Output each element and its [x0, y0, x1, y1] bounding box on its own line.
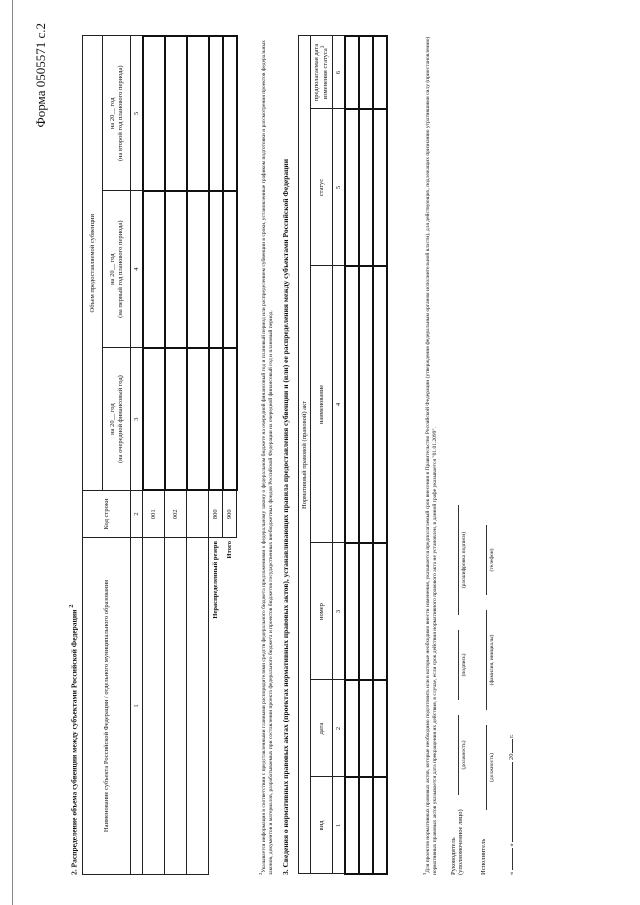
- row-code: [187, 491, 209, 538]
- row-code: 800: [209, 491, 223, 538]
- table-cell[interactable]: [165, 191, 187, 348]
- executor-label: Исполнитель: [480, 838, 487, 875]
- table-cell[interactable]: [359, 266, 373, 543]
- head-signature-line[interactable]: [458, 630, 459, 700]
- col-num: 2: [333, 680, 345, 777]
- table-cell[interactable]: [187, 538, 209, 875]
- cap-position: (должность): [461, 740, 467, 770]
- row-code: 900: [223, 491, 237, 538]
- footnote3-sup: 3: [422, 872, 427, 875]
- col-act-name: наименование: [311, 266, 333, 543]
- table-cell[interactable]: [209, 348, 223, 491]
- table-cell[interactable]: [373, 109, 387, 266]
- col-subvention-volume: Объем предоставляемой субвенции: [83, 36, 103, 491]
- col-period-sup: 3: [320, 45, 327, 49]
- col-num: 3: [333, 543, 345, 680]
- date-month-field[interactable]: [512, 762, 513, 842]
- executor-phone-line[interactable]: [486, 525, 487, 595]
- date-close-quote: »: [508, 843, 515, 847]
- head-signature-block: [450, 809, 465, 875]
- section3-title: 3. Сведения о нормативных правовых актах (проектах нормативных правовых актов), устанавливающих правила предоставления субвенции и (или) ее распределения между субъектами Российской Федерации: [281, 158, 290, 875]
- table-cell[interactable]: [345, 36, 359, 109]
- table-cell[interactable]: [209, 36, 223, 191]
- table-cell[interactable]: [359, 680, 373, 777]
- table-cell[interactable]: [165, 538, 187, 875]
- col-number: номер: [311, 543, 333, 680]
- table-cell[interactable]: [187, 348, 209, 491]
- executor-fio-line[interactable]: [486, 610, 487, 710]
- table-cell[interactable]: [359, 36, 373, 109]
- table-cell[interactable]: [345, 680, 359, 777]
- section2-note-text: Указывается информация в соответствии с представленными главными распорядителями средств федерального бюджета предложениями о федеральному закону о федеральном бюджете на очередной финансовый год и плановый период или распределением субвенции в сроки, установленные графиком подготовки и рассмотрения проектов федеральных законов, документов и материалов, разрабатываемых при составлении проекта федерального бюджета и проектов бюджетов государственных внебюджетных фондов Российской Федерации на очередной финансовый год и плановый период.: [260, 40, 274, 875]
- cap-fio: (фамилия, инициалы): [489, 634, 495, 686]
- date-year-prefix: 20: [508, 753, 515, 760]
- col-num: 5: [333, 109, 345, 266]
- form-number: Форма 0505571 с.2: [33, 23, 48, 128]
- row-code: 001: [143, 491, 165, 538]
- col-year3-sub: (на второй год планового периода): [116, 65, 124, 162]
- cap-phone: (телефон): [489, 548, 495, 572]
- cap-signature: (подпись): [461, 653, 467, 677]
- col-num: 1: [131, 538, 143, 875]
- col-num: 5: [131, 36, 143, 191]
- section2-title: [68, 605, 79, 875]
- table-cell[interactable]: [373, 543, 387, 680]
- col-num: 1: [333, 777, 345, 874]
- col-date: дата: [311, 680, 333, 777]
- section2-title-sup: 2: [68, 604, 75, 608]
- col-kind: вид: [311, 777, 333, 874]
- col-year3: [103, 36, 131, 191]
- head-label: Руководитель: [450, 837, 457, 875]
- date-line: [508, 734, 515, 875]
- section2-note: [258, 35, 275, 875]
- col-year2-label: на 20__ год: [109, 253, 117, 285]
- col-year1-sub: (на очередной финансовый год): [116, 375, 124, 464]
- table-cell[interactable]: [345, 543, 359, 680]
- table-cell[interactable]: [143, 191, 165, 348]
- table-cell[interactable]: [373, 777, 387, 874]
- col-year1-label: на 20__ год: [109, 403, 117, 435]
- col-year2-sub: (на первый год планового периода): [116, 220, 124, 318]
- table-cell[interactable]: [143, 538, 165, 875]
- table-cell[interactable]: [165, 348, 187, 491]
- section2-note-sup: 2: [258, 872, 263, 875]
- head-position-line[interactable]: [458, 715, 459, 795]
- footnote-3: [422, 35, 439, 875]
- section3-table: [298, 35, 388, 875]
- table-cell[interactable]: [373, 36, 387, 109]
- scan-border: [12, 0, 13, 905]
- footnote3-text: Для проектов нормативных правовых актов, которые необходимо подготовить или в которые необходимо внести изменения, указывается предполагаемый срок внесения в Правительство Российской Федерации (утверждения федеральным органом исполнительной власти), для действующих, подлежащих признанию утратившими силу (приостановлению) нормативных правовых актов указывается дата прекращения их действия, в случае, если срок действия нормативного правового акта не установлен, в данной графе указывается "01.01.2099".: [424, 36, 438, 875]
- executor-position-line[interactable]: [486, 725, 487, 810]
- col-row-code: Код строки: [83, 491, 131, 538]
- head-sub: (уполномоченное лицо): [457, 809, 465, 875]
- date-open-quote: «: [508, 871, 515, 875]
- col-year2: [103, 191, 131, 348]
- table-cell[interactable]: [165, 36, 187, 191]
- col-num: 2: [131, 491, 143, 538]
- col-num: 4: [131, 191, 143, 348]
- cap-position2: (должность): [489, 753, 495, 782]
- col-status: статус: [311, 109, 333, 266]
- date-day-field[interactable]: [512, 848, 513, 870]
- cap-decoding: (расшифровка подписи): [461, 531, 467, 589]
- table-cell[interactable]: [359, 543, 373, 680]
- row-code: 002: [165, 491, 187, 538]
- table-cell[interactable]: [373, 266, 387, 543]
- total-label: Итого: [225, 541, 233, 559]
- table-cell[interactable]: [359, 109, 373, 266]
- table-cell[interactable]: [143, 348, 165, 491]
- date-year-field[interactable]: [512, 740, 513, 754]
- col-num: 6: [333, 36, 345, 109]
- table-cell[interactable]: [187, 191, 209, 348]
- col-subject-name: Наименование субъекта Российской Федерации / отдельного муниципального образования: [83, 538, 131, 875]
- table-cell[interactable]: [373, 680, 387, 777]
- table-cell[interactable]: [223, 191, 237, 348]
- col-period: [311, 36, 333, 109]
- table-cell[interactable]: [345, 109, 359, 266]
- table-cell[interactable]: [345, 777, 359, 874]
- reserve-label: Нераспределенный резерв: [209, 538, 223, 875]
- table-cell[interactable]: [223, 348, 237, 491]
- col-year1: [103, 348, 131, 491]
- table-cell[interactable]: [223, 36, 237, 191]
- col-num: 3: [131, 348, 143, 491]
- table-cell[interactable]: [359, 777, 373, 874]
- rotated-page: [30, 15, 630, 895]
- table-cell[interactable]: [345, 266, 359, 543]
- col-period-label: предполагаемая дата изменения статуса: [312, 43, 330, 102]
- date-suffix: г.: [508, 734, 515, 738]
- col-act-group: Нормативный правовой (правовой) акт: [299, 36, 311, 874]
- col-num: 4: [333, 266, 345, 543]
- table-cell[interactable]: [143, 36, 165, 191]
- head-decoding-line[interactable]: [458, 505, 459, 615]
- col-year3-label: на 20__ год: [109, 97, 117, 130]
- table-cell[interactable]: [187, 36, 209, 191]
- section2-title-text: 2. Распределение объема субвенции между субъектами Российской Федерации: [69, 609, 79, 875]
- table-cell[interactable]: [209, 191, 223, 348]
- section2-table: [82, 35, 238, 875]
